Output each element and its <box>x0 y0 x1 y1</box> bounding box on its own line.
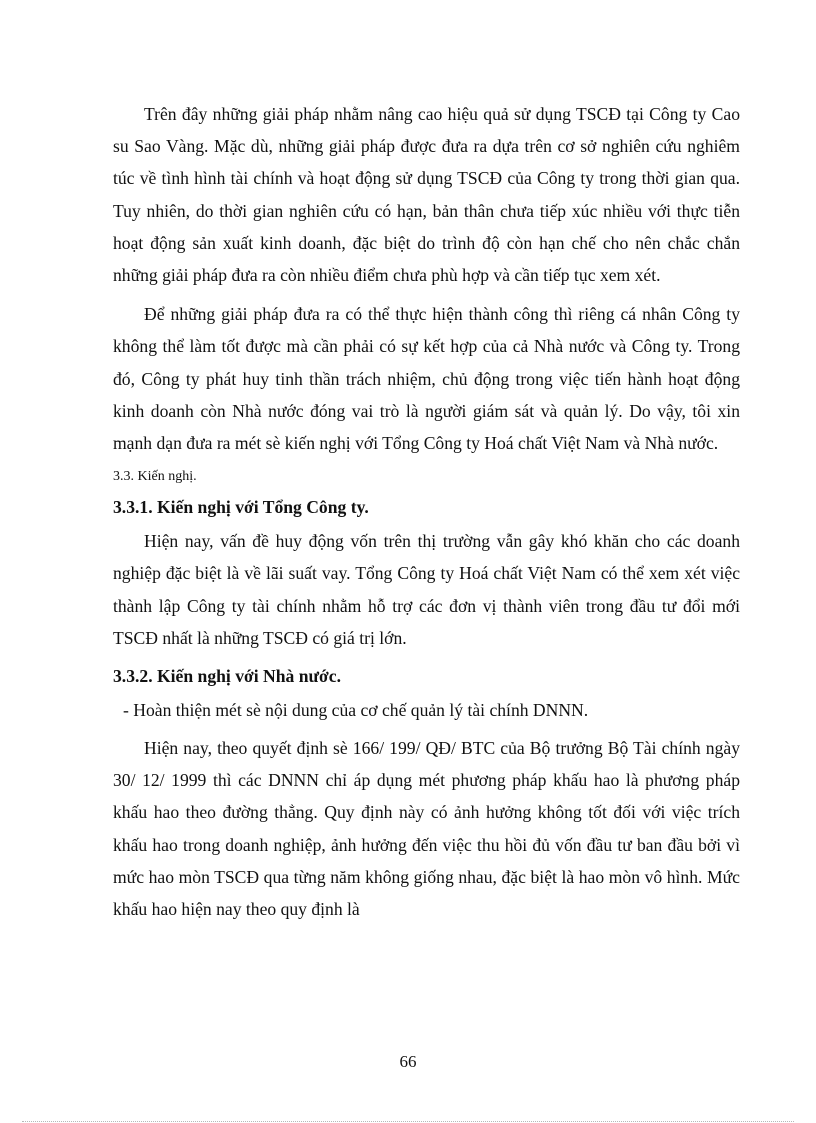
section-heading: 3.3. Kiến nghị. <box>113 469 197 485</box>
paragraph-depreciation: Hiện nay, theo quyết định sè 166/ 199/ QĐ/ BTC của Bộ trưởng Bộ Tài chính ngày 30/ 12/ 1999 thì các DNNN chỉ áp dụng mét phương pháp khấu hao là phương pháp khấu hao theo đường thẳng. Quy định này có ảnh hưởng không tốt đối với việc trích khấu hao trong doanh nghiệp, ảnh hưởng đến việc thu hồi đủ vốn đầu tư ban đầu bởi vì mức hao mòn TSCĐ qua từng năm không giống nhau, đặc biệt là hao mòn vô hình. Mức khấu hao hiện nay theo quy định là <box>113 738 740 920</box>
paragraph-intro: Trên đây những giải pháp nhằm nâng cao hiệu quả sử dụng TSCĐ tại Công ty Cao su Sao Vàng. Mặc dù, những giải pháp được đưa ra dựa trên cơ sở nghiên cứu nghiêm túc về tình hình tài chính và hoạt động sử dụng TSCĐ của Công ty trong thời gian qua. Tuy nhiên, do thời gian nghiên cứu có hạn, bản thân chưa tiếp xúc nhiều với thực tiễn hoạt động sản xuất kinh doanh, đặc biệt do trình độ còn hạn chế cho nên chắc chắn những giải pháp đưa ra còn nhiều điểm chưa phù hợp và cần tiếp tục xem xét. <box>113 104 740 286</box>
subsection-heading-corporation: 3.3.1. Kiến nghị với Tổng Công ty. <box>113 497 369 518</box>
paragraph-cooperation: Để những giải pháp đưa ra có thể thực hiện thành công thì riêng cá nhân Công ty không thể làm tốt được mà cần phải có sự kết hợp của cả Nhà nước và Công ty. Trong đó, Công ty phát huy tinh thần trách nhiệm, chủ động trong việc tiến hành hoạt động kinh doanh còn Nhà nước đóng vai trò là người giám sát và quản lý. Do vậy, tôi xin mạnh dạn đưa ra mét sè kiến nghị với Tổng Công ty Hoá chất Việt Nam và Nhà nước. <box>113 304 740 454</box>
subsection-heading-state: 3.3.2. Kiến nghị với Nhà nước. <box>113 666 342 687</box>
page-border-dotted <box>22 1121 794 1122</box>
page-number: 66 <box>399 1052 417 1071</box>
paragraph-capital: Hiện nay, vấn đề huy động vốn trên thị trường vẫn gây khó khăn cho các doanh nghiệp đặc biệt là về lãi suất vay. Tổng Công ty Hoá chất Việt Nam có thể xem xét việc thành lập Công ty tài chính nhằm hỗ trợ các đơn vị thành viên trong đầu tư đổi mới TSCĐ nhất là những TSCĐ có giá trị lớn. <box>113 531 740 648</box>
bullet-item: - Hoàn thiện mét sè nội dung của cơ chế quản lý tài chính DNNN. <box>123 700 589 721</box>
page-body <box>113 98 740 932</box>
